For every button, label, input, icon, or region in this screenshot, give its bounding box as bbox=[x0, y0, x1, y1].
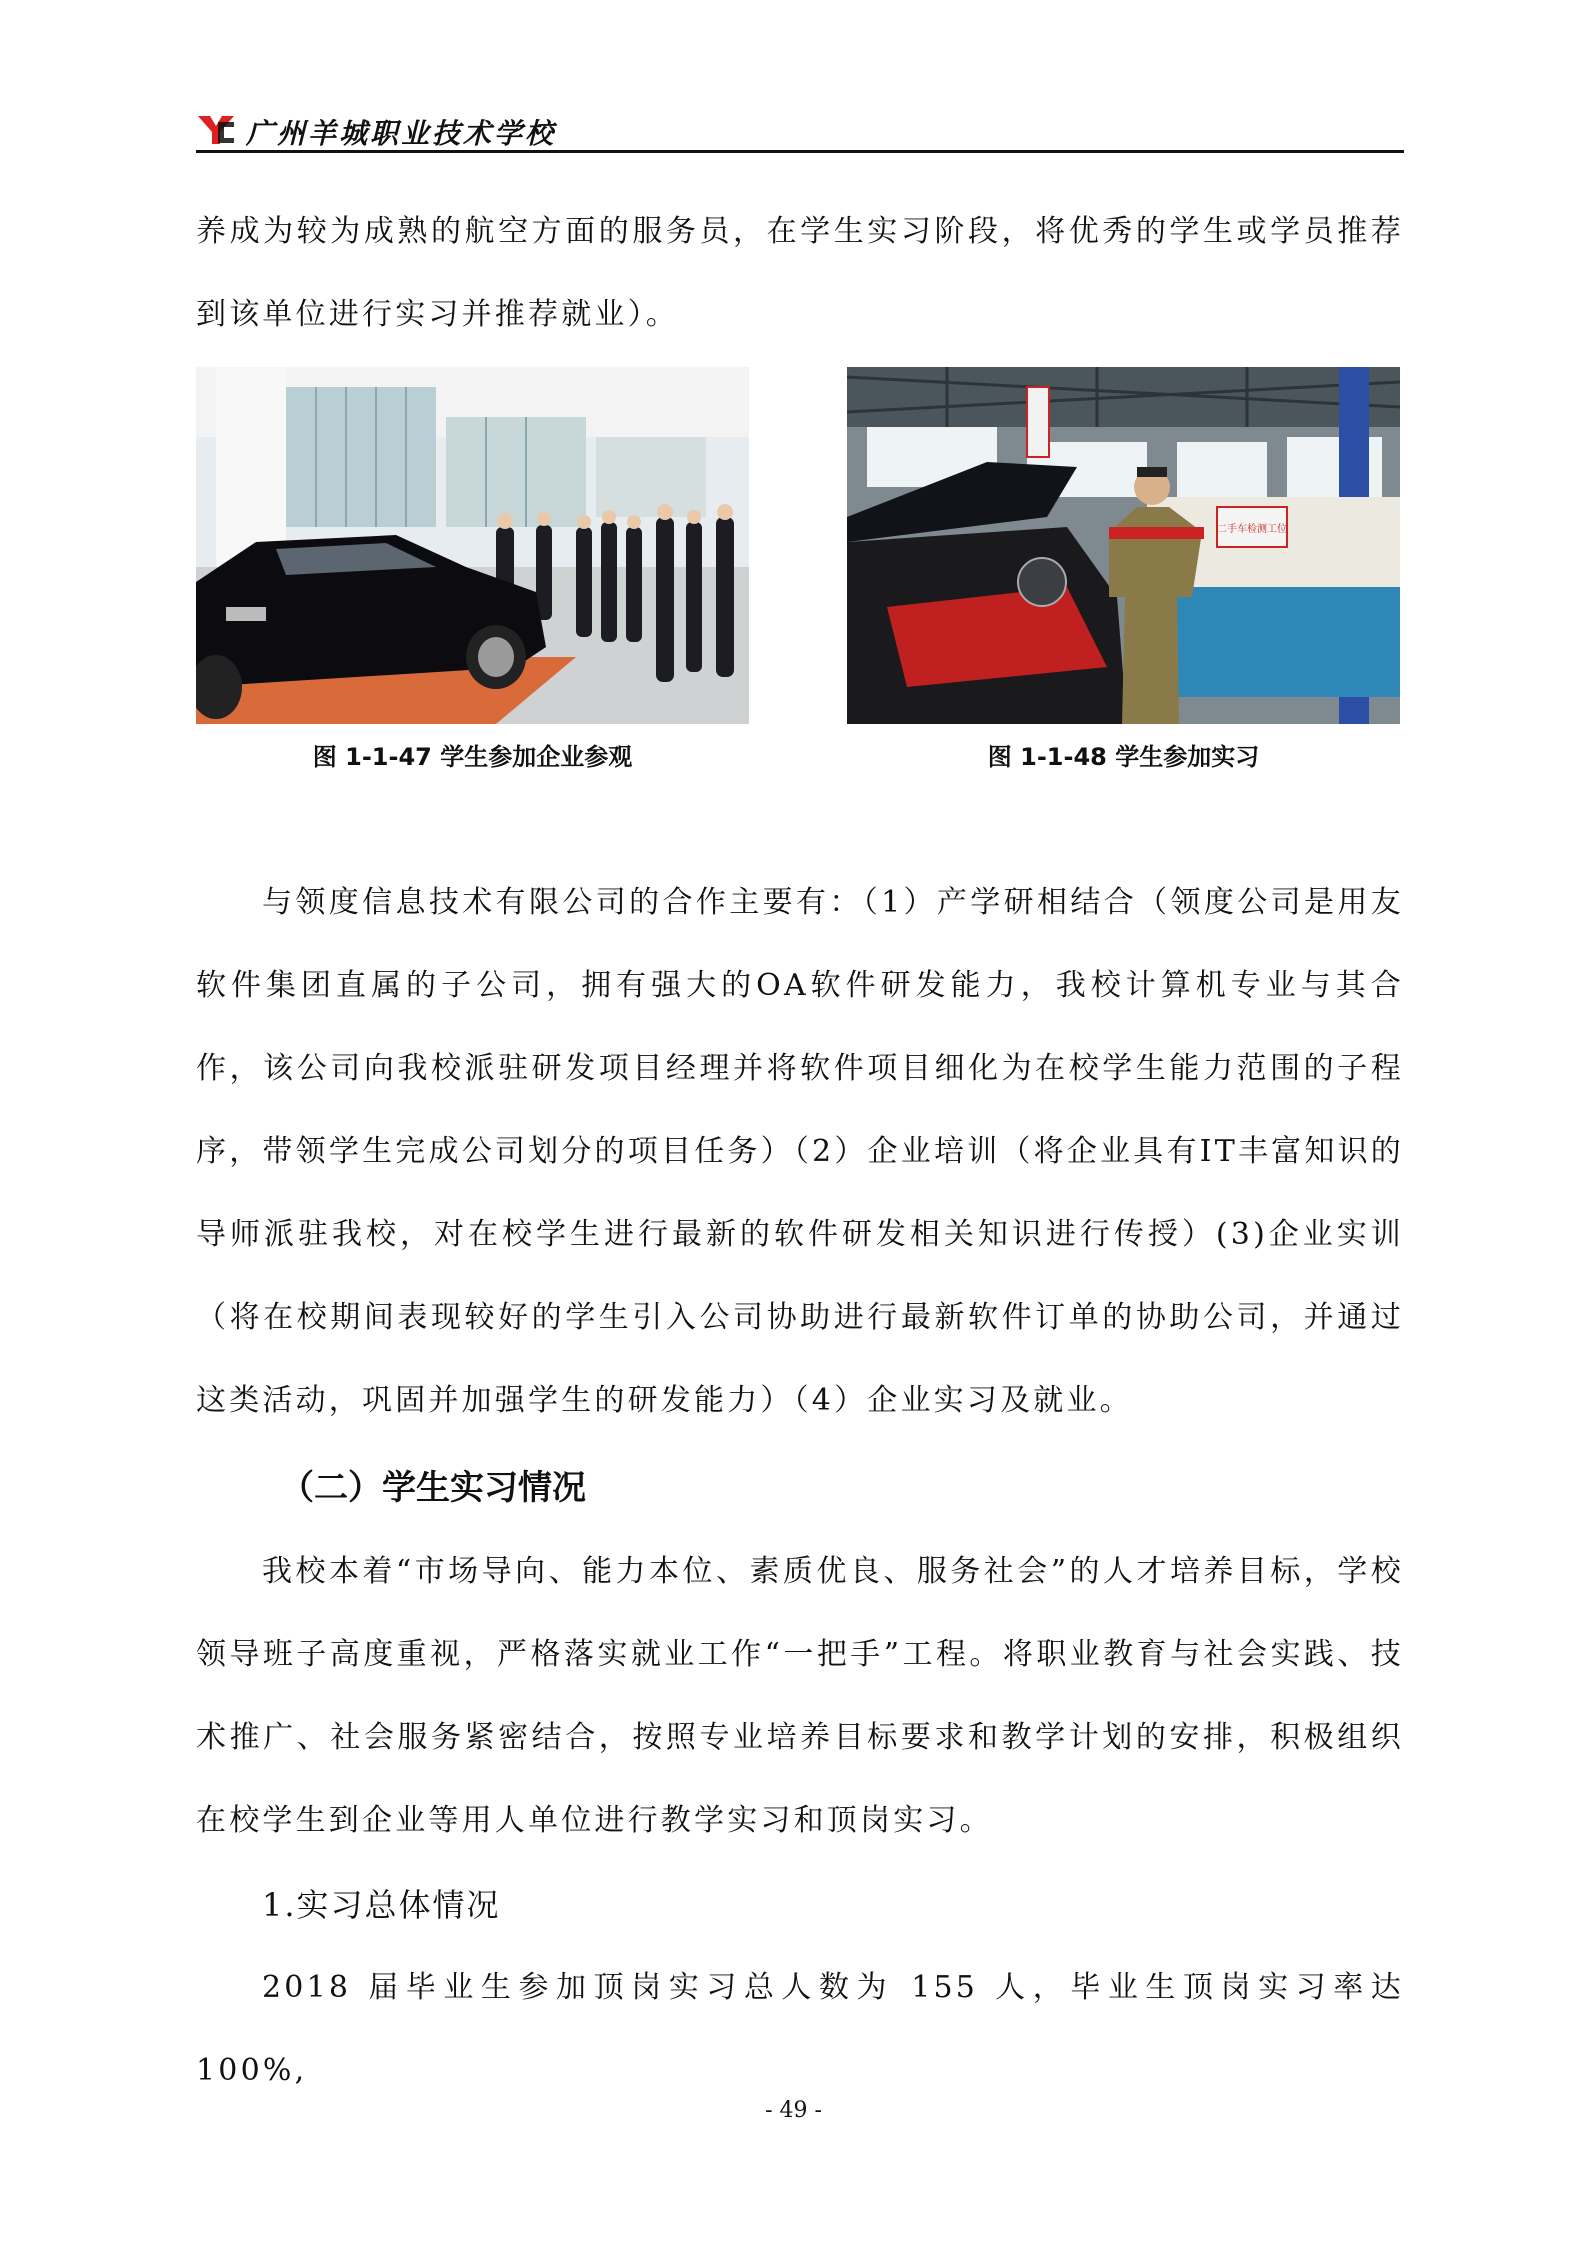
page-header bbox=[196, 110, 1404, 153]
paragraph-intro-continuation: 养成为较为成熟的航空方面的服务员，在学生实习阶段，将优秀的学生或学员推荐到该单位进行实习并推荐就业）。 bbox=[196, 214, 1404, 332]
school-name: 广州羊城职业技术学校 bbox=[246, 117, 557, 150]
page-number: - 49 - bbox=[765, 2098, 822, 2123]
photo-company-visit bbox=[196, 367, 749, 724]
figure-caption-1: 图 1-1-47 学生参加企业参观 bbox=[312, 743, 633, 771]
school-logo-icon bbox=[196, 112, 236, 146]
paragraph-internship-stats: 2018 届毕业生参加顶岗实习总人数为 155 人，毕业生顶岗实习率达 100%, bbox=[196, 1970, 1404, 2088]
subsection-title: 1.实习总体情况 bbox=[262, 1886, 501, 1924]
workstation-sign-text: 二手车检测工位 bbox=[1217, 524, 1287, 535]
section-title: （二）学生实习情况 bbox=[280, 1468, 586, 1508]
paragraph-internship-goals: 我校本着“市场导向、能力本位、素质优良、服务社会”的人才培养目标，学校领导班子高度重视，严格落实就业工作“一把手”工程。将职业教育与社会实践、技术推广、社会服务紧密结合，按照专业培养目标要求和教学计划的安排，积极组织在校学生到企业等用人单位进行教学实习和顶岗实习。 bbox=[196, 1554, 1404, 1838]
photo-internship bbox=[847, 367, 1400, 724]
paragraph-lingdu-cooperation: 与领度信息技术有限公司的合作主要有：（1）产学研相结合（领度公司是用友软件集团直属的子公司，拥有强大的OA软件研发能力，我校计算机专业与其合作，该公司向我校派驻研发项目经理并将软件项目细化为在校学生能力范围的子程序，带领学生完成公司划分的项目任务）（2）企业培训（将企业具有IT丰富知识的导师派驻我校，对在校学生进行最新的软件研发相关知识进行传授）(3)企业实训（将在校期间表现较好的学生引入公司协助进行最新软件订单的协助公司，并通过这类活动，巩固并加强学生的研发能力）（4）企业实习及就业。 bbox=[196, 885, 1404, 1418]
figure-caption-2: 图 1-1-48 学生参加实习 bbox=[987, 743, 1260, 771]
